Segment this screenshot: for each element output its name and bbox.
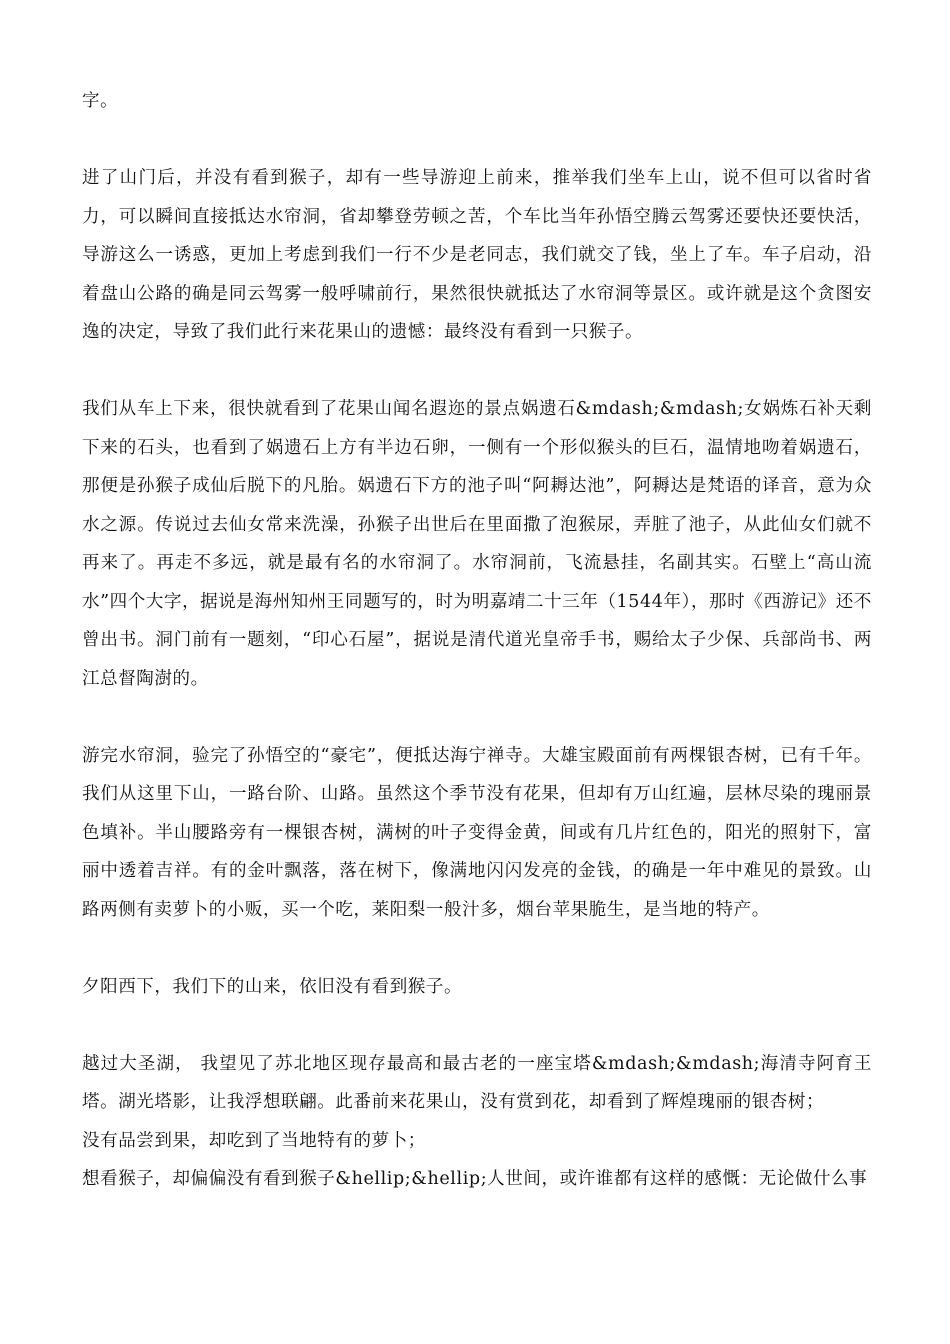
paragraph-intro-tail: 字。 [82,91,119,111]
document-page [82,82,872,1199]
paragraph-waiyi-stone: 我们从车上下来，很快就看到了花果山闻名遐迩的景点娲遗石&mdash;&mdash;女娲炼石补天剩下来的石头，也看到了娲遗石上方有半边石卵，一侧有一个形似猴头的巨石，温情地吻着娲遗石，那便是孙猴子成仙后脱下的凡胎。娲遗石下方的池子叫“阿耨达池”，阿耨达是梵语的译音，意为众水之源。传说过去仙女常来洗澡，孙猴子出世后在里面撒了泡猴尿，弄脏了池子，从此仙女们就不再来了。再走不多远，就是最有名的水帘洞了。水帘洞前，飞流悬挂，名副其实。石壁上“高山流水”四个大字，据说是海州知州王同题写的，时为明嘉靖二十三年（1544年），那时《西游记》还不曾出书。洞门前有一题刻，“印心石屋”，据说是清代道光皇帝手书，赐给太子少保、兵部尚书、两江总督陶澍的。 [82,399,872,689]
paragraph-radish-line: 没有品尝到果，却吃到了当地特有的萝卜； [82,1130,426,1151]
paragraph-entering-gate: 进了山门后，并没有看到猴子，却有一些导游迎上前来，推举我们坐车上山，说不但可以省时省力，可以瞬间直接抵达水帘洞，省却攀登劳顿之苦，个车比当年孙悟空腾云驾雾还要快还要快活，导游这么一诱惑，更加上考虑到我们一行不少是老同志，我们就交了钱，坐上了车。车子启动，沿着盘山公路的确是同云驾雾一般呼啸前行，果然很快就抵达了水帘洞等景区。或许就是这个贪图安逸的决定，导致了我们此行来花果山的遗憾：最终没有看到一只猴子。 [82,168,872,342]
paragraph-gap [82,929,872,968]
paragraph-sunset: 夕阳西下，我们下的山来，依旧没有看到猴子。 [82,976,463,997]
paragraph-great-sage-lake: 越过大圣湖， 我望见了苏北地区现存最高和最古老的一座宝塔&mdash;&mdash;海清寺阿育王塔。湖光塔影，让我浮想联翩。此番前来花果山，没有赏到花，却看到了辉煌瑰丽的银杏树； [82,1053,872,1112]
paragraph-gap [82,698,872,737]
paragraph-monkey-line: 想看猴子，却偏偏没有看到猴子&hellip;&hellip;人世间，或许谁都有这样的感慨：无论做什么事 [82,1169,868,1189]
paragraph-gap [82,1006,872,1045]
paragraph-water-curtain-cave: 游完水帘洞，验完了孙悟空的“豪宅”，便抵达海宁禅寺。大雄宝殿面前有两棵银杏树，已有千年。我们从这里下山，一路台阶、山路。虽然这个季节没有花果，但却有万山红遍，层林尽染的瑰丽景色填补。半山腰路旁有一棵银杏树，满树的叶子变得金黄，间或有几片红色的，阳光的照射下，富丽中透着吉祥。有的金叶飘落，落在树下，像满地闪闪发亮的金钱，的确是一年中难见的景致。山路两侧有卖萝卜的小贩，买一个吃，莱阳梨一般汁多，烟台苹果脆生，是当地的特产。 [82,745,872,920]
paragraph-gap [82,352,872,391]
paragraph-gap [82,121,872,160]
